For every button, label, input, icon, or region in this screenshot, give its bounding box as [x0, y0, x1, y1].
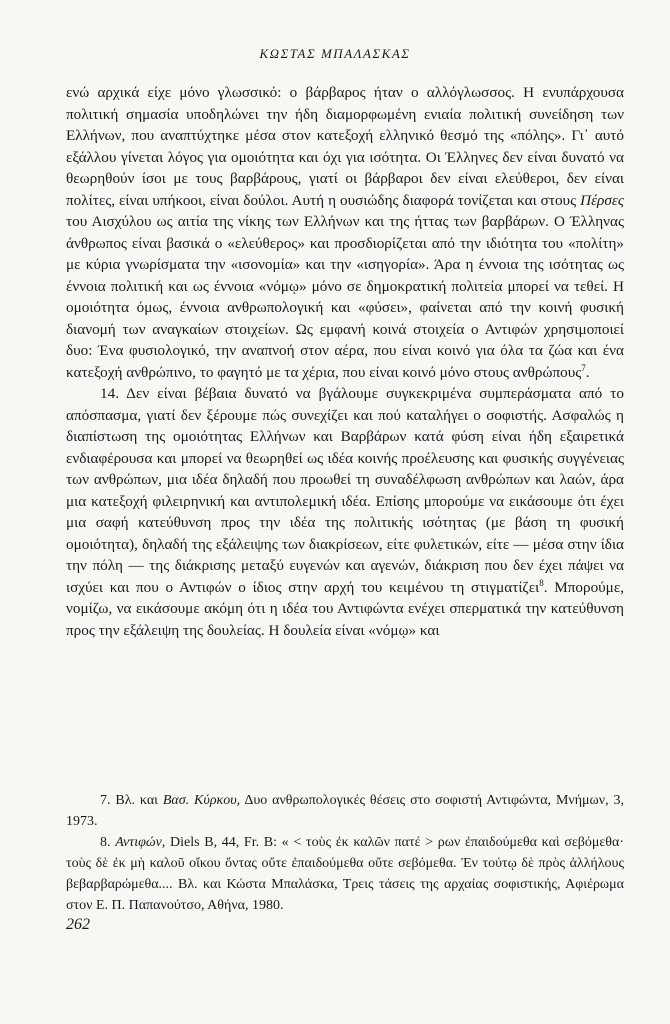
footnote-prefix: 8. [100, 835, 111, 850]
footnote-8 [66, 832, 624, 916]
footnote-7 [66, 790, 624, 832]
footnote-text: Δυο ανθρωπολογικές θέσεις στο σοφιστή Αντιφώντα, Μνήμων, 3, 1973. [66, 793, 624, 829]
page-number: 262 [66, 916, 90, 933]
paragraph-end: . [585, 363, 590, 381]
running-head: ΚΩΣΤΑΣ ΜΠΑΛΑΣΚΑΣ [259, 46, 411, 61]
body-text [66, 82, 624, 641]
footnote-text: Diels B, 44, Fr. B: « < τοὺς ἐκ καλῶν πατέ > ρων ἐπαιδούμεθα καὶ σεβόμεθα· τοὺς δὲ ἐκ μὴ καλοῦ οἴκου ὄντας οὔτε ἐπαιδούμεθα οὔτε σεβόμεθα. Ἐν τούτῳ δὲ πρὸς ἀλλήλους βεβαρβαρώμεθα.... Βλ. και Κώστα Μπαλάσκα, Τρεις τάσεις της αρχαίας σοφιστικής, Αφιέρωμα στον Ε. Π. Παπανούτσο, Αθήνα, 1980. [66, 835, 625, 913]
paragraph-text: ενώ αρχικά είχε μόνο γλωσσικό: ο βάρβαρος ήταν ο αλλόγλωσσος. Η ενυπάρχουσα πολιτική σημασία υποδηλώνει την ήδη διαμορφωμένη ενιαία πολιτική συνείδηση των Ελλήνων, που αναπτύχτηκε μέσα στον κατεξοχή ελληνικό θεσμό της «πόλης». Γι᾽ αυτό εξάλλου γίνεται λόγος για ομοιότητα και όχι για ισότητα. Οι Έλληνες δεν είναι δυνατό να θεωρηθούν ίσοι με τους βαρβάρους, γιατί οι βάρβαροι δεν είναι ελεύθεροι, δεν είναι πολίτες, είναι υπήκοοι, είναι δούλοι. Αυτή η ουσιώδης διαφορά τονίζεται και στους [66, 84, 624, 209]
work-title: Πέρσες [580, 191, 624, 209]
footnote-author: Αντιφών, [115, 835, 166, 850]
paragraph-text-cont: του Αισχύλου ως αιτία της νίκης των Ελλήνων και της ήττας των βαρβάρων. Ο Έλληνας άνθρωπος είναι βασικά ο «ελεύθερος» και προσδιορίζεται από την ιδιότητα του «πολίτη» με κύρια γνωρίσματα την «ισονομία» και την «ισηγορία». Άρα η έννοια της ισότητας ως έννοια πολιτική και ως έννοια «νόμῳ» μόνο σε δημοκρατική πολιτεία μπορεί να τεθεί. Η ομοιότητα όμως, έννοια ανθρωπολογική και «φύσει», φαίνεται από την κοινή φυσική διανομή των αναγκαίων στοιχείων. Ως εμφανή κοινά στοιχεία ο Αντιφών χρησιμοποιεί δυο: Ένα φυσιολογικό, την αναπνοή στον αέρα, που είναι κοινό για όλα τα ζώα και ένα κατεξοχή ανθρώπινο, το φαγητό με τα χέρια, που είναι κοινό μόνο στους ανθρώπους [66, 213, 624, 381]
footnote-author: Βασ. Κύρκου, [162, 793, 241, 808]
footnotes [66, 790, 624, 916]
paragraph-14 [66, 383, 624, 641]
footnote-ref-7[interactable]: 7 [581, 362, 586, 373]
paragraph-text-cont: . Μπορούμε, νομίζω, να εικάσουμε ακόμη ότι η ιδέα του Αντιφώντα ενέχει σπερματικά την κατεύθυνση προς την εξάλειψη της δουλείας. Η δουλεία είναι «νόμῳ» και [66, 578, 625, 639]
footnote-prefix: 7. Βλ. και [100, 793, 158, 808]
footnote-ref-8[interactable]: 8 [539, 577, 544, 588]
paragraph-continued [66, 82, 624, 383]
paragraph-text: 14. Δεν είναι βέβαια δυνατό να βγάλουμε συγκεκριμένα συμπεράσματα από το απόσπασμα, γιατί δεν ξέρουμε πώς συνεχίζει και πού καταλήγει ο σοφιστής. Ασφαλώς η διαπίστωση της ομοιότητας Ελλήνων και Βαρβάρων κατά φύση είναι ήδη εξαιρετικά ενδιαφέρουσα και μπορεί να θεωρηθεί ως ιδέα κοινής προέλευσης και φυσικής συγγένειας των ανθρώπων, μια ιδέα δηλαδή που προωθεί τη συναδέλφωση ανθρώπων και λαών, άρα μια κατεξοχή φιλειρηνική και αντιπολεμική ιδέα. Επίσης μπορούμε να εικάσουμε ότι έχει μια σαφή κατεύθυνση προς την ιδέα της πολιτικής ισότητας (με βάση τη φυσική ομοιότητα), δηλαδή της εξάλειψης των διακρίσεων, είτε φυλετικών, είτε — μέσα στην ίδια την πόλη — της διάκρισης μεταξύ ευγενών και αγενών, διάκριση που δεν έχει πάψει να ισχύει και που ο Αντιφών ο ίδιος στην αρχή του κειμένου τη στιγματίζει [66, 385, 624, 596]
